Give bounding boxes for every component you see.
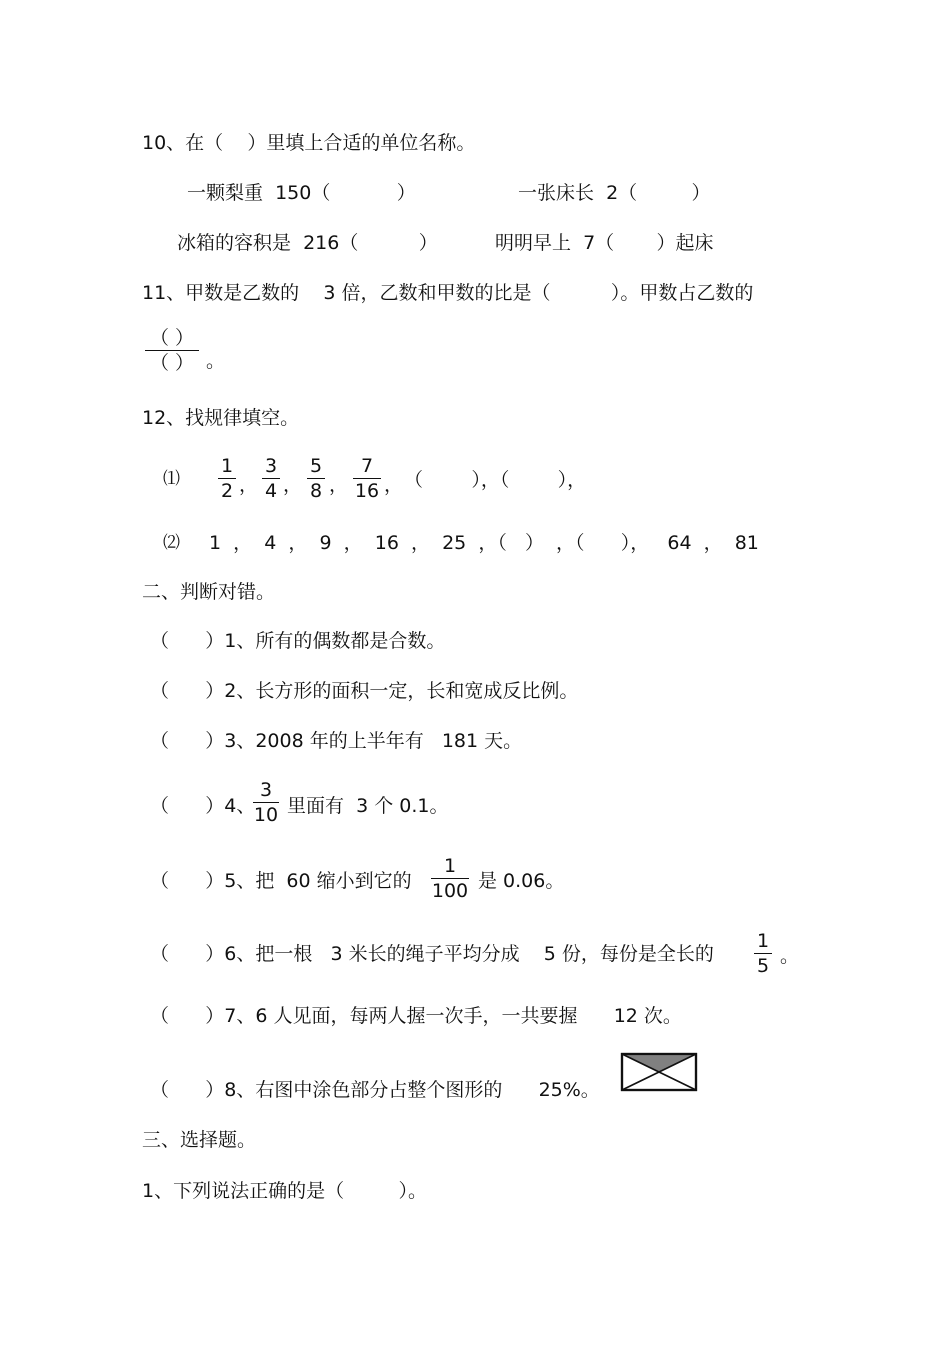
- fraction-denominator: 16: [354, 480, 380, 502]
- judge-item-1: （ ）1、所有的偶数都是合数。: [150, 630, 446, 652]
- judge-item-3: （ ）3、2008 年的上半年有 181 天。: [150, 730, 523, 752]
- fraction-denominator: 10: [253, 804, 279, 826]
- q10-item-fridge: 冰箱的容积是 216（ ）: [177, 232, 438, 254]
- fraction-numerator: 3: [259, 779, 273, 801]
- q11-end: 。: [206, 350, 226, 372]
- fraction-denominator: 100: [431, 880, 469, 902]
- fraction-bar: [262, 478, 280, 479]
- judge-item-6-fraction: [754, 930, 772, 977]
- q12-sep: ，: [283, 474, 303, 496]
- fraction-denominator: 5: [756, 955, 770, 977]
- judge-item-2: （ ）2、长方形的面积一定，长和宽成反比例。: [150, 680, 579, 702]
- q10-item-bed: 一张床长 2（ ）: [518, 182, 711, 204]
- fraction-numerator: 1: [756, 930, 770, 952]
- fraction-denominator: 2: [220, 480, 234, 502]
- fraction-denominator: 8: [309, 480, 323, 502]
- fraction-bar: [353, 478, 381, 479]
- judge-item-7: （ ）7、6 人见面，每两人握一次手，一共要握 12 次。: [150, 1005, 682, 1027]
- fraction-bar: [431, 878, 469, 879]
- q12-sep: ，: [384, 474, 404, 496]
- judge-item-4-prefix: （ ）4、: [150, 795, 256, 817]
- fraction-denominator: 4: [264, 480, 278, 502]
- judge-item-5-fraction: [431, 855, 469, 902]
- fraction-bar: [754, 953, 772, 954]
- q11-fraction: [145, 327, 199, 374]
- q12-part2-sequence: 1 ， 4 ， 9 ， 16 ， 25 ，（ ） ，（ ）， 64 ， 81: [209, 532, 759, 554]
- q12-part1-label: ⑴: [163, 469, 180, 489]
- section3-title: 三、选择题。: [142, 1129, 257, 1151]
- q12-fraction-2: [262, 455, 280, 502]
- fraction-numerator: 1: [220, 455, 234, 477]
- shaded-rectangle-figure: [620, 1050, 700, 1094]
- fraction-numerator: 7: [360, 455, 374, 477]
- fraction-bar: [218, 478, 236, 479]
- q10-item-wakeup: 明明早上 7（ ）起床: [495, 232, 714, 254]
- fraction-bar: [145, 350, 199, 351]
- q10-item-pear: 一颗梨重 150（ ）: [187, 182, 416, 204]
- fraction-numerator: 5: [309, 455, 323, 477]
- q12-part2-label: ⑵: [163, 533, 180, 553]
- fraction-bar: [307, 478, 325, 479]
- q12-sep: ，: [329, 474, 349, 496]
- q12-part1-blanks: （ ），（ ），: [404, 469, 587, 491]
- section2-title: 二、判断对错。: [142, 581, 276, 603]
- fraction-bar: [253, 802, 279, 803]
- q12-fraction-1: [218, 455, 236, 502]
- judge-item-8: （ ）8、右图中涂色部分占整个图形的 25%。: [150, 1079, 600, 1101]
- judge-item-4-suffix: 里面有 3 个 0.1。: [281, 795, 449, 817]
- q11-text: 11、甲数是乙数的 3 倍，乙数和甲数的比是（ ）。甲数占乙数的: [142, 282, 754, 304]
- fraction-numerator: 1: [443, 855, 457, 877]
- fraction-numerator: （ ）: [149, 327, 195, 349]
- judge-item-6-suffix: 。: [780, 945, 800, 967]
- judge-item-6-prefix: （ ）6、把一根 3 米长的绳子平均分成 5 份，每份是全长的: [150, 943, 714, 965]
- q12-fraction-3: [307, 455, 325, 502]
- choice-question-1: 1、下列说法正确的是（ ）。: [142, 1180, 427, 1202]
- judge-item-5-prefix: （ ）5、把 60 缩小到它的: [150, 870, 412, 892]
- fraction-denominator: （ ）: [149, 352, 195, 374]
- fraction-numerator: 3: [264, 455, 278, 477]
- q12-fraction-4: [353, 455, 381, 502]
- judge-item-4-fraction: [253, 779, 279, 826]
- q12-sep: ，: [239, 474, 259, 496]
- judge-item-5-suffix: 是 0.06。: [478, 870, 565, 892]
- q12-title: 12、找规律填空。: [142, 407, 300, 429]
- q10-title: 10、在（ ）里填上合适的单位名称。: [142, 132, 476, 154]
